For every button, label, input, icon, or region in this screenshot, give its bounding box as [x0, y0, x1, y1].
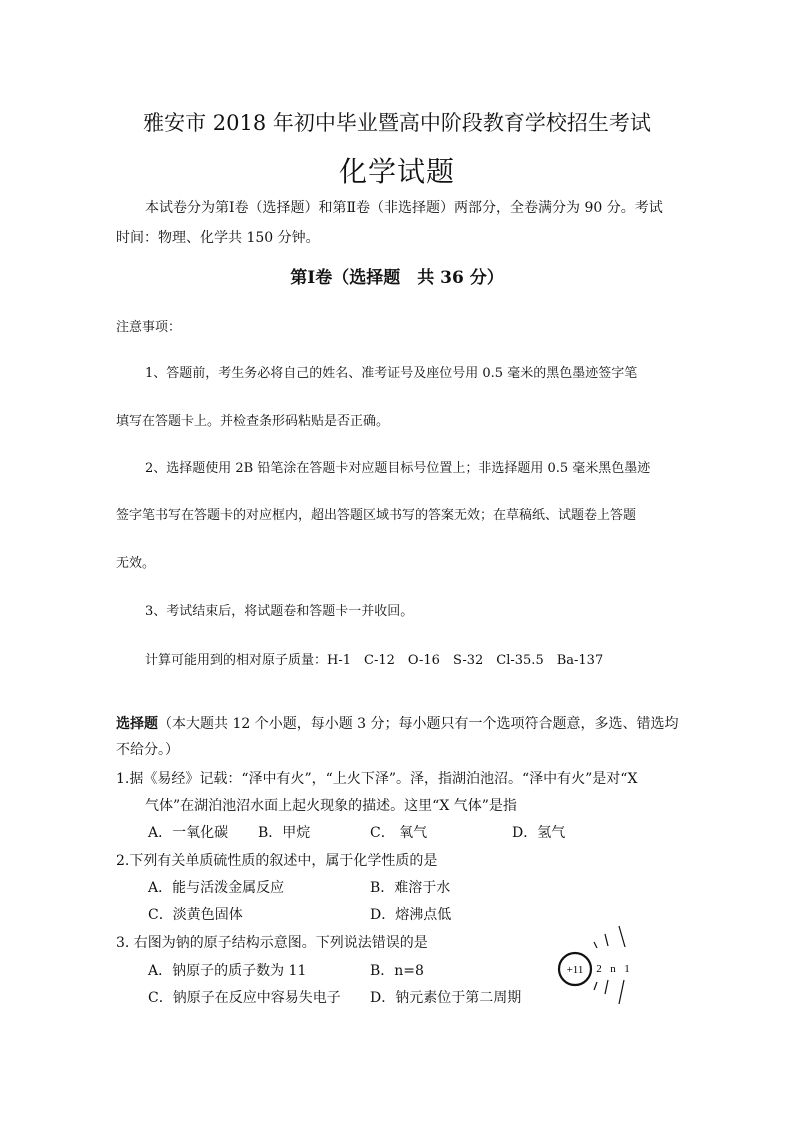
q1-option-b: B．甲烷 — [258, 825, 311, 841]
shell-2-arc-bottom — [605, 980, 608, 994]
intro-line-1: 本试卷分为第Ⅰ卷（选择题）和第Ⅱ卷（非选择题）两部分，全卷满分为 90 分。考试 — [145, 200, 663, 216]
nucleus-charge: +11 — [566, 964, 584, 976]
shell-2-electrons: n — [610, 963, 616, 975]
intro-line-2: 时间：物理、化学共 150 分钟。 — [116, 230, 320, 246]
atomic-masses: 计算可能用到的相对原子质量：H-1 C-12 O-16 S-32 Cl-35.5 Ba-137 — [145, 653, 604, 668]
shell-2-arc-top — [605, 934, 608, 946]
sodium-atom-diagram — [556, 920, 646, 1010]
note-3: 3、考试结束后，将试题卷和答题卡一并收回。 — [145, 604, 414, 619]
choice-label: 选择题 — [116, 716, 158, 732]
note-2-line-1: 2、选择题使用 2B 铅笔涂在答题卡对应题目标号位置上；非选择题用 0.5 毫米黑色墨迹 — [145, 461, 651, 476]
shell-3-electrons: 1 — [624, 963, 630, 975]
q3-option-d: D．钠元素位于第二周期 — [370, 990, 522, 1006]
q3-option-c: C．钠原子在反应中容易失电子 — [148, 990, 341, 1006]
q3-option-a: A．钠原子的质子数为 11 — [148, 963, 307, 979]
q1-stem-line-2: 气体”在湖泊池沼水面上起火现象的描述。这里“X 气体”是指 — [145, 798, 517, 814]
q1-option-a: A．一氧化碳 — [148, 825, 229, 841]
shell-3-arc-top — [619, 926, 625, 947]
note-1-line-2: 填写在答题卡上。并检查条形码粘贴是否正确。 — [116, 414, 390, 429]
note-1-line-1: 1、答题前，考生务必将自己的姓名、准考证号及座位号用 0.5 毫米的黑色墨迹签字笔 — [145, 366, 638, 381]
shell-1-arc-bottom — [594, 982, 597, 990]
shell-3-arc-bottom — [619, 980, 624, 1004]
choice-desc-line-2: 不给分。） — [116, 742, 179, 758]
exam-title: 雅安市 2018 年初中毕业暨高中阶段教育学校招生考试 — [143, 111, 651, 135]
note-2-line-3: 无效。 — [116, 556, 156, 571]
q2-option-c: C．淡黄色固体 — [148, 907, 243, 923]
shell-1-arc-top — [594, 942, 597, 948]
shell-1-electrons: 2 — [596, 963, 602, 975]
note-2-line-2: 签字笔书写在答题卡的对应框内，超出答题区域书写的答案无效；在草稿纸、试题卷上答题 — [116, 508, 637, 523]
q2-option-d: D．熔沸点低 — [370, 907, 452, 923]
section-heading: 第Ⅰ卷（选择题 共 36 分） — [290, 268, 504, 288]
q3-stem: 3. 右图为钠的原子结构示意图。下列说法错误的是 — [116, 935, 428, 951]
subject-title: 化学试题 — [338, 155, 455, 188]
q3-option-b: B．n=8 — [370, 963, 424, 979]
q1-option-c: C． 氧气 — [370, 825, 428, 841]
q1-stem-line-1: 1.据《易经》记载：“泽中有火”，“上火下泽”。泽，指湖泊池沼。“泽中有火”是对“X — [116, 771, 638, 787]
choice-section-intro — [116, 715, 679, 733]
q1-option-d: D．氢气 — [512, 825, 566, 841]
q2-option-b: B．难溶于水 — [370, 880, 451, 896]
notes-heading: 注意事项： — [116, 320, 182, 335]
q2-stem: 2.下列有关单质硫性质的叙述中，属于化学性质的是 — [116, 853, 438, 869]
q2-option-a: A．能与活泼金属反应 — [148, 880, 285, 896]
choice-desc-line-1: （本大题共 12 个小题，每小题 3 分；每小题只有一个选项符合题意，多选、错选均 — [158, 716, 679, 732]
